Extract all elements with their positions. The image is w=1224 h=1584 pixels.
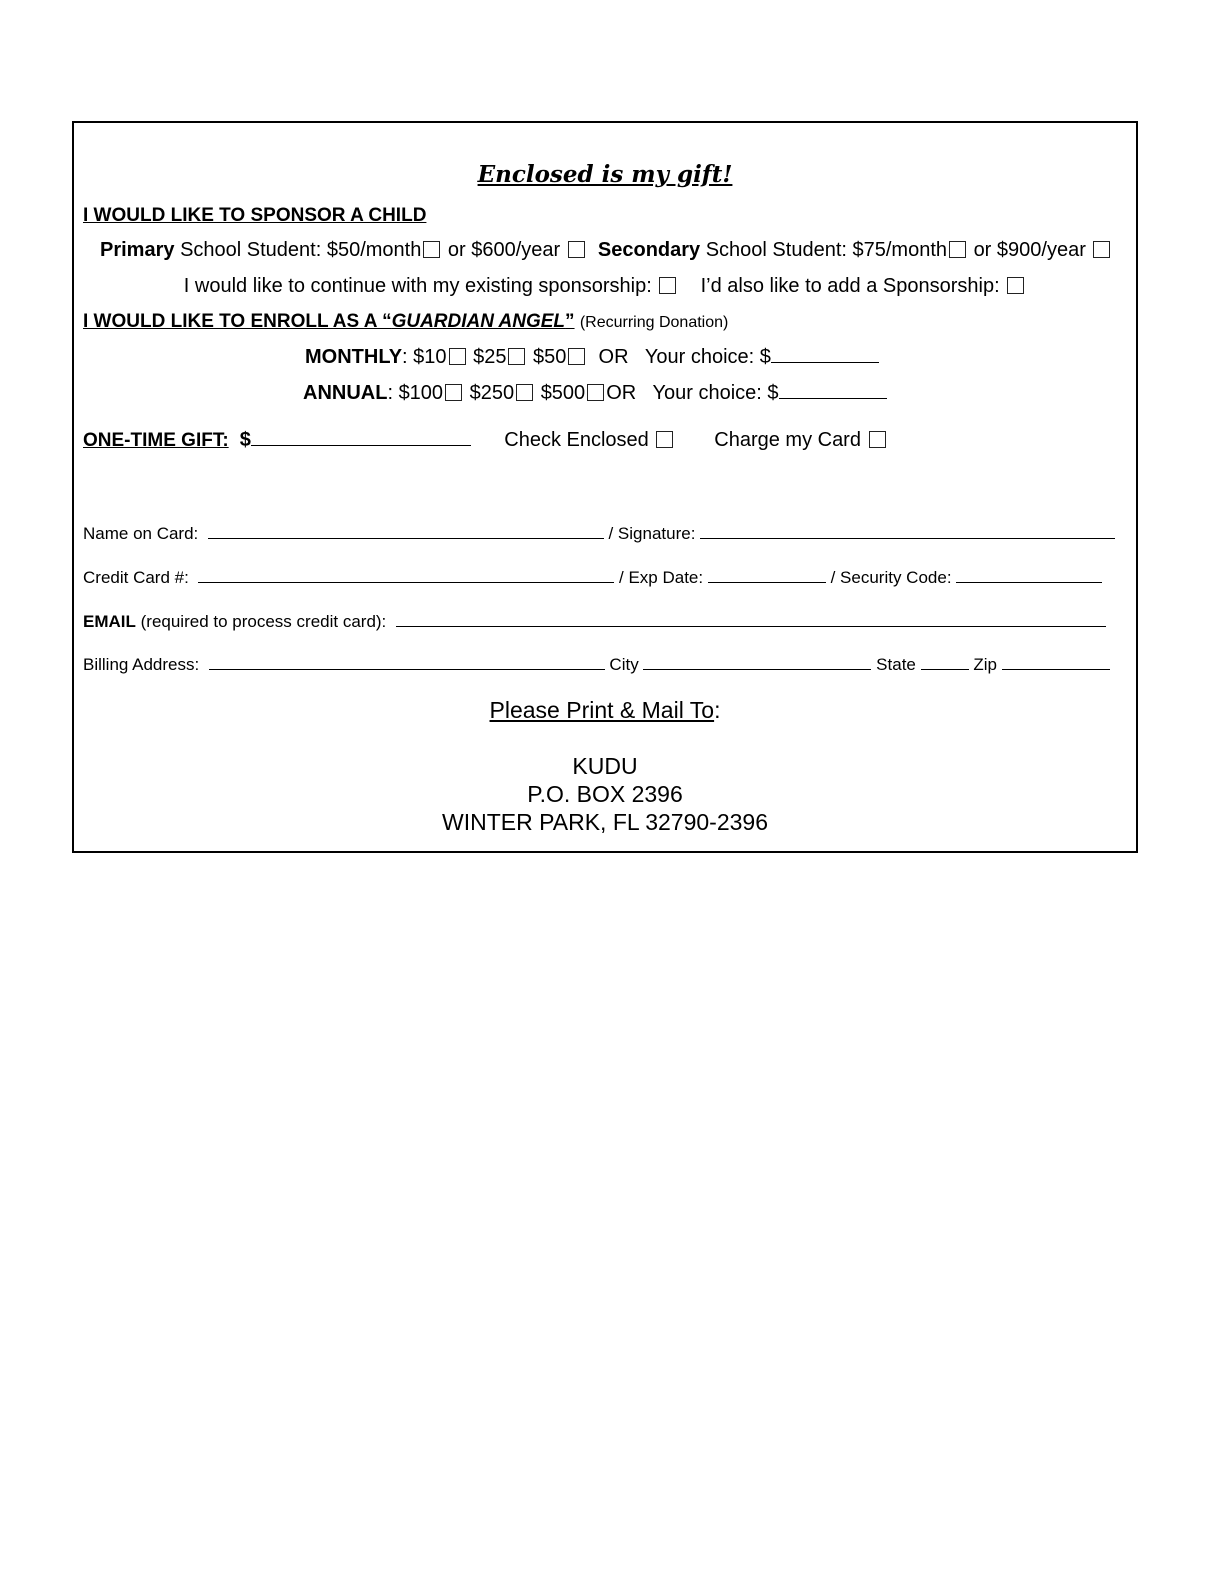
annual-choice-label: Your choice: $	[652, 382, 779, 404]
one-time-label: ONE-TIME GIFT:	[83, 430, 229, 451]
billing-row	[83, 656, 1110, 673]
signature-label: / Signature:	[608, 524, 696, 543]
sponsor-student-row	[100, 240, 1112, 260]
credit-card-input[interactable]	[198, 582, 614, 583]
annual-100-checkbox[interactable]	[445, 384, 462, 401]
guardian-heading-suffix: ”	[565, 311, 575, 332]
monthly-choice-input[interactable]	[771, 362, 879, 363]
state-label: State	[876, 655, 916, 674]
email-note: (required to process credit card):	[140, 612, 387, 631]
one-time-dollar: $	[239, 429, 251, 451]
city-label: City	[609, 655, 639, 674]
monthly-option-25: $25	[473, 346, 507, 368]
annual-choice-input[interactable]	[779, 398, 887, 399]
primary-text: School Student: $50/month	[180, 239, 422, 261]
email-input[interactable]	[396, 626, 1106, 627]
mail-po-box: P.O. BOX 2396	[527, 781, 683, 807]
monthly-25-checkbox[interactable]	[508, 348, 525, 365]
guardian-note: (Recurring Donation)	[579, 314, 729, 331]
annual-option-100: $100	[398, 382, 444, 404]
name-on-card-label: Name on Card:	[83, 524, 199, 543]
security-code-input[interactable]	[956, 582, 1102, 583]
mail-city: WINTER PARK, FL 32790-2396	[442, 809, 768, 835]
sponsor-heading: I WOULD LIKE TO SPONSOR A CHILD	[83, 205, 427, 226]
primary-label: Primary	[100, 239, 175, 261]
charge-card-checkbox[interactable]	[869, 431, 886, 448]
secondary-text: School Student: $75/month	[705, 239, 947, 261]
state-input[interactable]	[921, 669, 969, 670]
primary-or-text: or $600/year	[447, 239, 561, 261]
annual-option-250: $250	[469, 382, 515, 404]
credit-card-row	[83, 569, 1102, 586]
monthly-50-checkbox[interactable]	[568, 348, 585, 365]
email-row	[83, 613, 1106, 630]
monthly-option-10: $10	[413, 346, 447, 368]
annual-row: ANNUAL: $100 $250 $500 OR Your choice: $	[303, 383, 887, 403]
annual-or: OR	[606, 382, 637, 404]
billing-label: Billing Address:	[83, 655, 200, 674]
primary-monthly-checkbox[interactable]	[423, 241, 440, 258]
exp-date-input[interactable]	[708, 582, 826, 583]
sponsorship-continue-row	[74, 276, 1136, 296]
guardian-heading-prefix: I WOULD LIKE TO ENROLL AS A “	[83, 311, 392, 332]
email-label: EMAIL	[83, 612, 136, 631]
credit-card-label: Credit Card #:	[83, 568, 189, 587]
check-enclosed-checkbox[interactable]	[656, 431, 673, 448]
check-enclosed-text: Check Enclosed	[504, 429, 649, 451]
secondary-label: Secondary	[597, 239, 701, 261]
monthly-row: MONTHLY: $10 $25 $50 OR Your choice: $	[305, 347, 879, 367]
charge-card-text: Charge my Card	[714, 429, 861, 451]
guardian-heading	[83, 312, 728, 331]
one-time-row	[83, 430, 888, 450]
mail-name: KUDU	[572, 753, 638, 779]
monthly-choice-label: Your choice: $	[644, 346, 771, 368]
guardian-heading-name: GUARDIAN ANGEL	[391, 311, 566, 332]
add-sponsorship-checkbox[interactable]	[1007, 277, 1024, 294]
primary-yearly-checkbox[interactable]	[568, 241, 585, 258]
annual-label: ANNUAL	[303, 382, 388, 404]
continue-text: I would like to continue with my existing sponsorship:	[183, 275, 652, 297]
monthly-10-checkbox[interactable]	[449, 348, 466, 365]
secondary-yearly-checkbox[interactable]	[1093, 241, 1110, 258]
billing-address-input[interactable]	[209, 669, 605, 670]
monthly-option-50: $50	[533, 346, 567, 368]
mail-to-heading	[74, 699, 1136, 722]
continue-checkbox[interactable]	[659, 277, 676, 294]
annual-option-500: $500	[540, 382, 586, 404]
donation-form	[72, 121, 1138, 853]
name-signature-row	[83, 525, 1115, 542]
zip-input[interactable]	[1002, 669, 1110, 670]
monthly-or: OR	[598, 346, 629, 368]
mail-to-colon: :	[714, 697, 721, 723]
mail-to-title: Please Print & Mail To	[489, 697, 715, 723]
exp-date-label: / Exp Date:	[619, 568, 704, 587]
name-on-card-input[interactable]	[208, 538, 604, 539]
security-code-label: / Security Code:	[830, 568, 952, 587]
annual-250-checkbox[interactable]	[516, 384, 533, 401]
city-input[interactable]	[643, 669, 871, 670]
annual-500-checkbox[interactable]	[587, 384, 604, 401]
monthly-label: MONTHLY	[305, 346, 403, 368]
secondary-or-text: or $900/year	[973, 239, 1086, 261]
add-text: I’d also like to add a Sponsorship:	[700, 275, 1000, 297]
secondary-monthly-checkbox[interactable]	[949, 241, 966, 258]
one-time-amount-input[interactable]	[251, 445, 471, 446]
form-title: Enclosed is my gift!	[477, 161, 733, 188]
signature-input[interactable]	[700, 538, 1115, 539]
zip-label: Zip	[973, 655, 997, 674]
